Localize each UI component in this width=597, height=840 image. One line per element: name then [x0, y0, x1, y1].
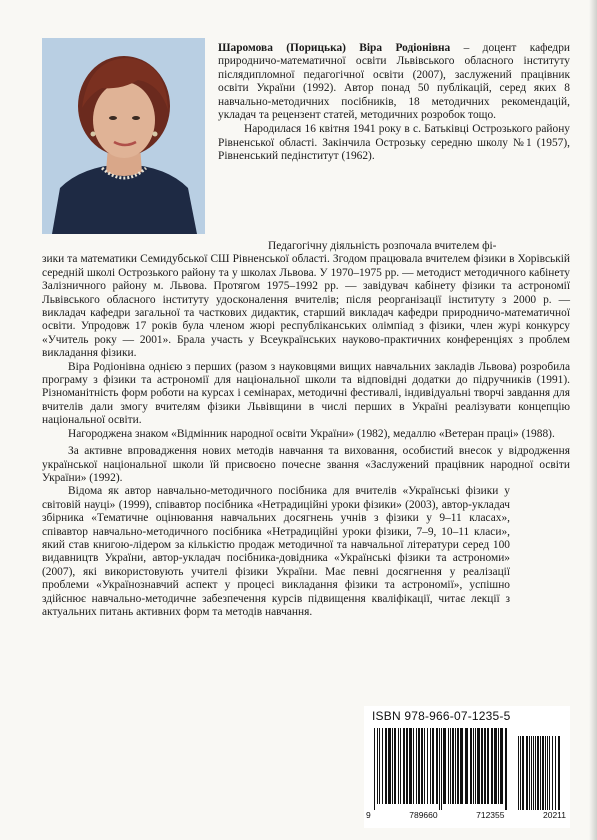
barcode-bar: [487, 728, 489, 804]
barcode-bar: [388, 728, 391, 804]
barcode-bar: [484, 728, 486, 804]
barcode-bar: [432, 728, 434, 804]
isbn-number: ISBN 978-966-07-1235-5: [372, 709, 511, 723]
barcode-addon-bar: [545, 736, 546, 810]
body-paragraph-3: зики та математики Семидубської СШ Рівненської області. Згодом працювала вчителем фізики в Хорівській середній школі Острозького району та у школах Львова. У 1970–1975 рр. — методист методичного кабінету Залізничного району м. Львова. Протягом 1975–1992 рр. — завідувач кабінету фізики та астрономії Львівського обласного інституту удосконалення вчителів; після реорганізації інституту з 2000 р. — викладач кафедри загальної та часткових дидактик, старший викладач кафедри природничо-математичної освіти. Упродовж 17 років була членом жюрі республіканських олімпіад з фізики, член журі конкурсу «Учитель року — 2001». Брала участь у Всеукраїнських науково-практичних конференціях з проблем викладання фізики.: [42, 253, 570, 360]
author-intro: [218, 42, 570, 164]
barcode-bar: [377, 728, 378, 804]
barcode-bar: [392, 728, 393, 804]
barcode-digits-group2: 712355: [476, 810, 505, 820]
barcode-bar: [436, 728, 438, 804]
barcode-bar: [379, 728, 380, 804]
barcode-bar: [460, 728, 463, 804]
barcode-icon: [368, 728, 566, 810]
barcode-bar: [430, 728, 431, 804]
intro-paragraph-1: [218, 42, 570, 122]
barcode-addon-bar: [537, 736, 539, 810]
barcode-bar: [439, 728, 440, 810]
barcode-bar: [448, 728, 449, 804]
body-paragraph-6: За активне впровадження нових методів навчання та виховання, особистий внесок у відродження української національної школи їй присвоєно почесне звання «Заслужений працівник народної освіти України» (1992).: [42, 445, 570, 484]
barcode-bar: [505, 728, 507, 810]
barcode-bar: [374, 728, 375, 810]
barcode-bar: [424, 728, 425, 804]
barcode-addon-bar: [540, 736, 541, 810]
barcode-bar: [450, 728, 451, 804]
barcode-addon-bar: [547, 736, 548, 810]
barcode-bar: [481, 728, 483, 804]
barcode-bar: [413, 728, 414, 804]
barcode-bar: [498, 728, 499, 804]
body-paragraph-5: Нагороджена знаком «Відмінник народної освіти України» (1982), медаллю «Ветеран праці» (1988).: [68, 427, 555, 440]
barcode-bar: [441, 728, 442, 810]
barcode-bar: [400, 728, 401, 804]
barcode-addon-bar: [533, 736, 534, 810]
barcode-bar: [473, 728, 474, 804]
barcode-addon-bar: [552, 736, 553, 810]
barcode-bar: [416, 728, 417, 804]
barcode-addon-bar: [555, 736, 556, 810]
author-name: Шаромова (Порицька) Віра Родіонівна: [218, 42, 451, 54]
barcode-addon-bar: [520, 736, 521, 810]
barcode-bar: [409, 728, 412, 804]
barcode-bar: [418, 728, 420, 804]
barcode-bar: [443, 728, 446, 804]
barcode-bar: [491, 728, 493, 804]
body-paragraph-7: Відома як автор навчально-методичного посібника для вчителів «Українські фізики у світовій науці» (1999), співавтор посібника «Нетрадиційні уроки фізики» (2003), автор-укладач збірника «Тематичне оцінювання навчальних досягнень учнів з фізики у 9–11 класах», співавтор навчально-методичного посібника «Нетрадиційні уроки фізики, 7–9, 10–11 класи», який став книгою-лідером за кількістю продаж методичної та навчальної літератури серед 100 видавництв України, автор-укладач посібника-довідника «Українські фізики та астрономи» (2007), які використовують учителі фізики України. Має певні досягнення у реалізації проблеми «Українознавчий аспект у процесі викладання фізики та астрономії», успішно здійснює навчально-методичне забезпечення курсів підвищення кваліфікації, читає лекції з актуальних питань активних форм та методів навчання.: [42, 485, 510, 618]
barcode-bar: [421, 728, 423, 804]
author-portrait-photo: [42, 38, 205, 234]
barcode-bar: [494, 728, 497, 804]
barcode-bar: [475, 728, 476, 804]
barcode-bar: [470, 728, 472, 804]
barcode-addon-bar: [531, 736, 532, 810]
barcode-addon-bar: [522, 736, 524, 810]
barcode-bar: [477, 728, 480, 804]
intro-paragraph-2: Народилася 16 квітня 1941 року в с. Батьківці Острозького району Рівненської області. Закінчила Острозьку середню школу №1 (1957), Рівненський педінститут (1962).: [218, 123, 570, 163]
barcode-digits: [366, 810, 566, 820]
barcode-bar: [394, 728, 396, 804]
barcode-addon-bar: [535, 736, 536, 810]
barcode-bar: [406, 728, 408, 804]
barcode-bar: [452, 728, 454, 804]
barcode-addon-bar: [558, 736, 560, 810]
barcode-digits-addon: 20211: [542, 810, 566, 820]
barcode-digits-group1: 789660: [409, 810, 438, 820]
barcode-bar: [403, 728, 405, 804]
page-edge-shadow: [589, 0, 597, 840]
barcode-addon-bar: [518, 736, 519, 810]
portrait-illustration: [42, 38, 205, 234]
barcode-bar: [500, 728, 503, 804]
isbn-barcode-block: [364, 706, 570, 828]
body-paragraph-4: Віра Родіонівна однією з перших (разом з науковцями вищих навчальних закладів Львова) розробила програму з фізики та астрономії для національної школи та відповідні додатки до підручників (1991). Різноманітність форм роботи на курсах і семінарах, методичні фестивалі, індивідуальні творчі завдання для вчителів дали змогу вчителям фізики Львівщини в числі перших в Україні реалізувати концепцію національної освіти.: [42, 360, 570, 427]
barcode-bar: [455, 728, 456, 804]
barcode-addon-bar: [549, 736, 550, 810]
barcode-bar: [382, 728, 383, 804]
body-paragraph-3-start: Педагогічну діяльність розпочала вчителем фі-: [268, 240, 497, 252]
barcode-bar: [385, 728, 387, 804]
barcode-addon-bar: [542, 736, 544, 810]
barcode-digit-lead: 9: [366, 810, 371, 820]
barcode-bar: [427, 728, 428, 804]
barcode-bar: [398, 728, 399, 804]
intro-paragraph-1-text: – доцент кафедри природничо-математичної освіти Львівського обласного інституту післядипломної педагогічної освіти (2007), заслужений працівник освіти України (1992). Автор понад 50 публікацій, серед яких 8 навчально-методичних посібників, 18 методичних рекомендацій, укладач та рецензент статей, методичних розробок тощо.: [218, 42, 571, 122]
barcode-addon-bar: [526, 736, 528, 810]
biography-body: [42, 240, 570, 619]
barcode-addon-bar: [529, 736, 530, 810]
barcode-bar: [465, 728, 468, 804]
barcode-bar: [457, 728, 459, 804]
